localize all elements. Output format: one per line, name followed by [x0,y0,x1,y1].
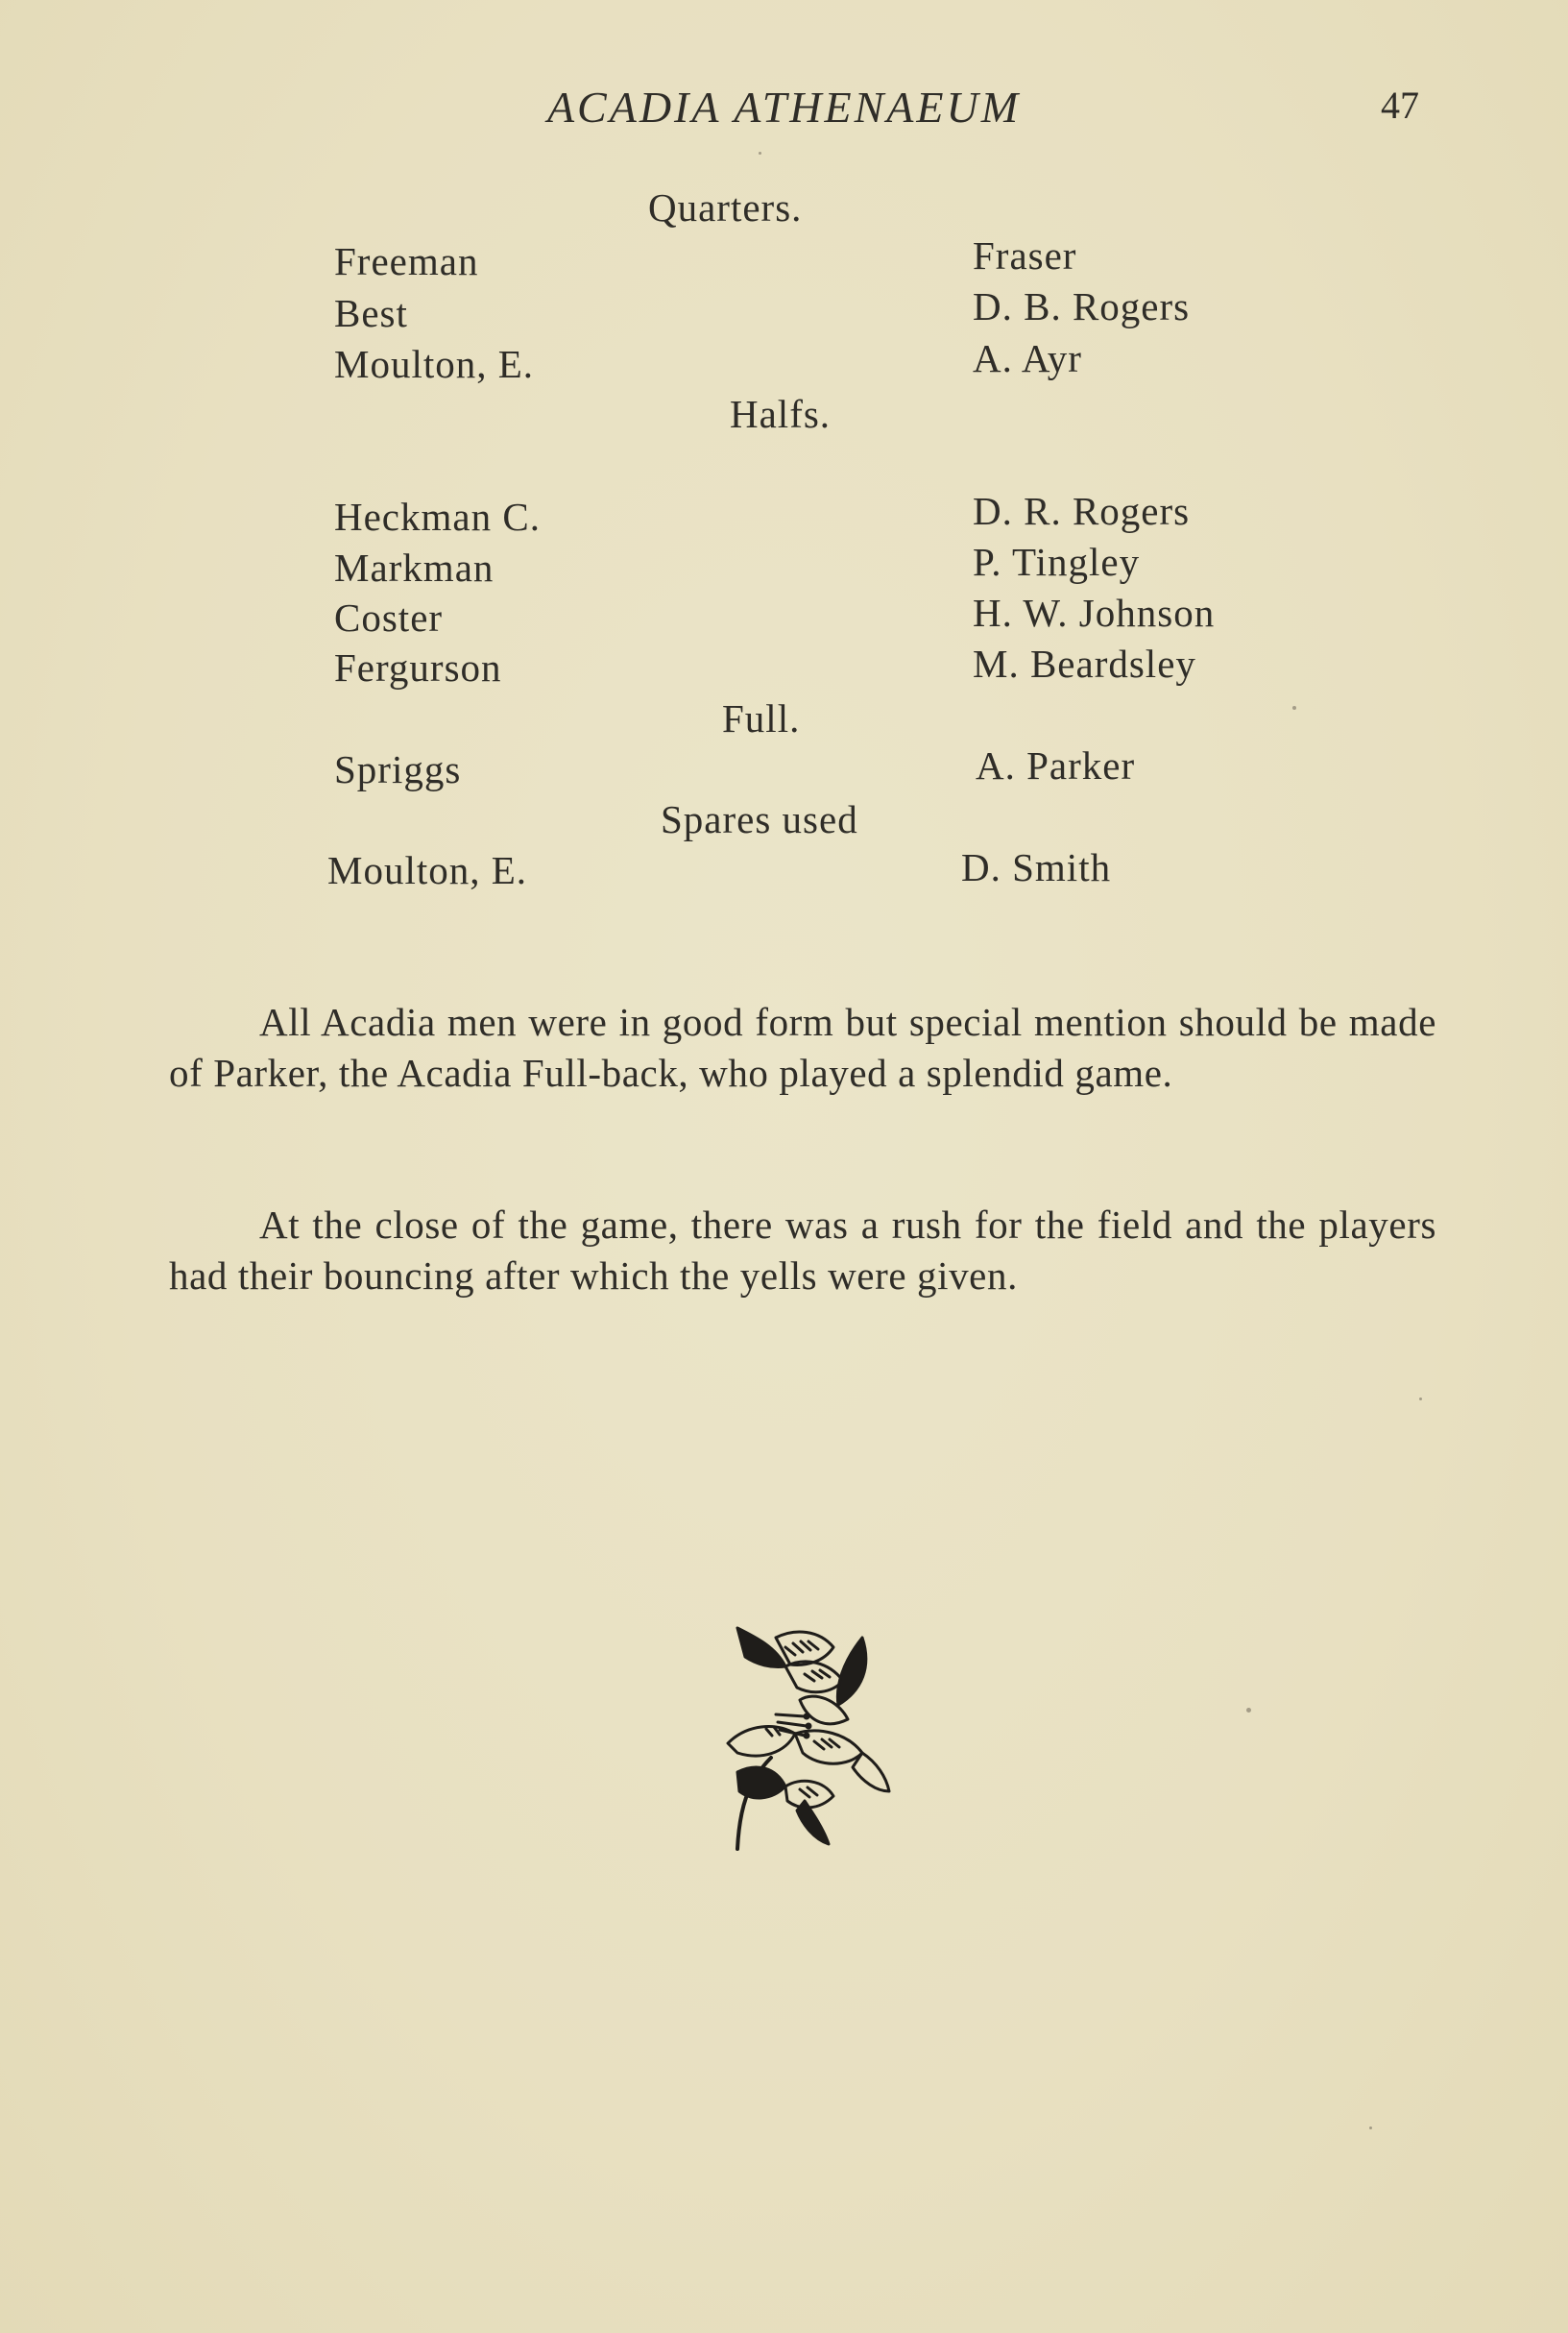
right-player: M. Beardsley [973,642,1196,686]
body-paragraph: At the close of the game, there was a rush for the field and the players had their bouncing after which the yells were given. [169,1203,1436,1298]
left-player: Moulton, E. [327,848,528,892]
right-player: H. W. Johnson [973,591,1216,635]
left-player: Fergurson [334,645,502,690]
paper-speck [1369,2126,1372,2129]
right-player: D. R. Rogers [973,489,1191,533]
body-paragraph: All Acadia men were in good form but special mention should be made of Parker, the Acadia Full-back, who played a splendid game. [169,1000,1436,1095]
right-player: D. B. Rogers [973,284,1191,328]
section-heading-halfs: Halfs. [730,392,832,436]
page-number: 47 [1381,84,1419,127]
left-player: Heckman C. [334,495,541,539]
right-player: P. Tingley [973,540,1141,584]
left-player: Freeman [334,239,479,283]
section-heading-full: Full. [722,696,801,741]
paper-speck [1246,1708,1251,1713]
left-player: Markman [334,546,495,590]
paper-speck [759,152,761,155]
paper-speck [1419,1397,1422,1400]
left-player: Best [334,291,408,335]
left-player: Coster [334,595,444,640]
right-player: Fraser [973,233,1077,278]
right-player: A. Ayr [973,336,1082,380]
right-player: D. Smith [961,845,1112,889]
left-player: Spriggs [334,747,462,791]
section-heading-spares: Spares used [661,797,858,841]
right-player: A. Parker [976,743,1136,788]
paper-speck [1292,706,1296,710]
flower-sprig-icon [718,1609,910,1855]
running-title: ACADIA ATHENAEUM [546,83,1022,132]
section-heading-quarters: Quarters. [648,185,803,230]
left-player: Moulton, E. [334,342,535,386]
